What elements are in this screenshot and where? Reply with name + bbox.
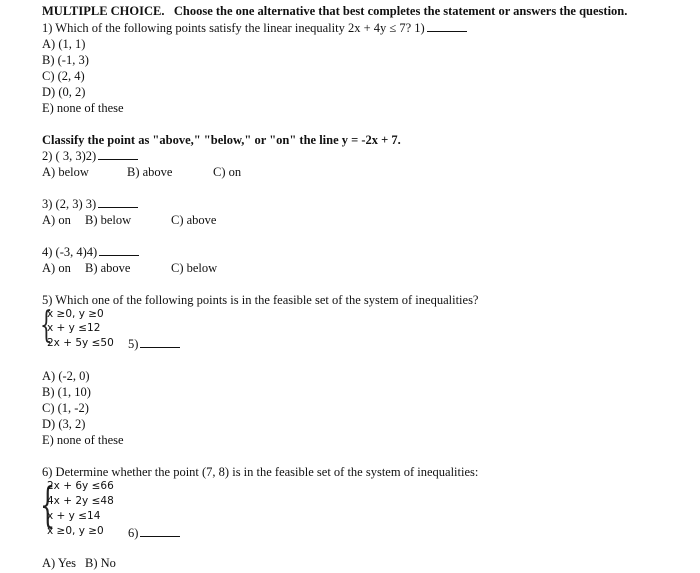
q4-option-b: B) above [85,261,131,275]
q1-option-b: B) (-1, 3) [42,53,89,67]
q5-option-a: A) (-2, 0) [42,369,90,383]
question-1-text: 1) Which of the following points satisfy the linear inequality 2x + 4y ≤ 7? 1) [42,21,425,35]
header [42,4,627,18]
q5-option-b: B) (1, 10) [42,385,91,399]
answer-blank-3[interactable] [98,197,138,208]
answer-label-6 [128,526,180,540]
q6-inequality-1: 2x + 6y ≤66 [47,480,114,492]
question-4 [42,245,139,259]
q1-option-e: E) none of these [42,101,124,115]
q2-option-a: A) below [42,165,89,179]
q5-inequality-2: x + y ≤12 [47,322,101,334]
q1-option-d: D) (0, 2) [42,85,86,99]
q6-option-a: A) Yes [42,556,77,570]
q4-option-c: C) below [171,261,218,275]
question-6-text: 6) Determine whether the point (7, 8) is in the feasible set of the system of inequalities: [42,465,479,479]
q6-inequality-2: 4x + 2y ≤48 [47,495,114,507]
header-instructions: Choose the one alternative that best completes the statement or answers the question. [173,4,628,18]
q5-inequality-1: x ≥0, y ≥0 [47,308,104,320]
q3-option-a: A) on [42,213,71,227]
q3-option-c: C) above [171,213,217,227]
q1-option-a: A) (1, 1) [42,37,86,51]
question-1 [42,21,467,35]
question-3-text: 3) (2, 3) 3) [42,197,97,211]
q2-option-c: C) on [213,165,242,179]
question-4-text: 4) (-3, 4)4) [42,245,98,259]
q6-option-b: B) No [85,556,116,570]
classify-heading: Classify the point as "above," "below," or "on" the line y = -2x + 7. [42,133,401,147]
q4-option-a: A) on [42,261,71,275]
answer-label-6-text: 6) [128,526,139,540]
answer-label-5-text: 5) [128,337,139,351]
question-3 [42,197,138,211]
q2-option-b: B) above [127,165,173,179]
answer-blank-1[interactable] [427,21,467,32]
q3-option-b: B) below [85,213,132,227]
q6-inequality-4: x ≥0, y ≥0 [47,525,104,537]
q1-option-c: C) (2, 4) [42,69,85,83]
answer-label-5 [128,337,180,351]
answer-blank-2[interactable] [98,149,138,160]
question-2 [42,149,138,163]
answer-blank-4[interactable] [99,245,139,256]
answer-blank-5[interactable] [140,337,180,348]
question-5-text: 5) Which one of the following points is in the feasible set of the system of inequalities? [42,293,479,307]
q6-inequality-3: x + y ≤14 [47,510,101,522]
q5-inequality-3: 2x + 5y ≤50 [47,337,114,349]
answer-blank-6[interactable] [140,526,180,537]
q5-option-d: D) (3, 2) [42,417,86,431]
system-brace-5: { [40,305,53,346]
header-title: MULTIPLE CHOICE. [42,4,165,18]
q5-option-c: C) (1, -2) [42,401,89,415]
q5-option-e: E) none of these [42,433,124,447]
question-2-text: 2) ( 3, 3)2) [42,149,97,163]
system-brace-6: { [40,477,56,533]
